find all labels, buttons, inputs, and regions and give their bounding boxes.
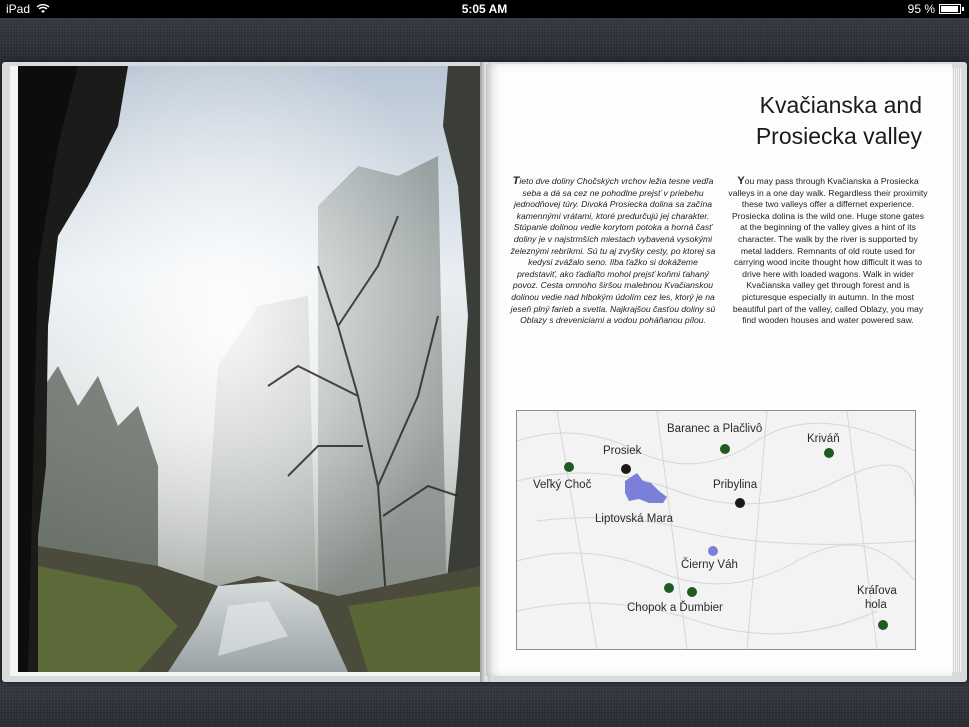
map-label-velky-choc: Veľký Choč	[533, 479, 592, 491]
peak-marker-baranec	[720, 444, 730, 454]
title-line-2: Prosiecka valley	[755, 123, 922, 149]
battery-fill	[941, 6, 958, 12]
valley-photo	[18, 66, 482, 672]
region-map[interactable]	[516, 410, 916, 650]
title-line-1: Kvačianska and	[759, 92, 922, 118]
page-stack-edge	[952, 68, 961, 672]
map-label-liptovska-mara: Liptovská Mara	[595, 513, 673, 525]
article-title	[622, 90, 922, 152]
lake-liptovska-mara	[625, 473, 667, 503]
right-page[interactable]	[486, 64, 952, 676]
water-marker-cierny-vah	[708, 546, 718, 556]
peak-marker-chopok-1	[664, 583, 674, 593]
status-bar	[0, 0, 969, 18]
map-label-kralova-hola-1: Kráľova	[857, 585, 897, 597]
english-text-column	[728, 176, 928, 327]
battery-percent: 95 %	[907, 2, 935, 16]
peak-marker-kralova-hola	[878, 620, 888, 630]
map-label-chopok: Chopok a Ďumbier	[627, 602, 723, 614]
battery-icon	[939, 4, 961, 14]
book[interactable]	[2, 62, 967, 682]
status-time: 5:05 AM	[461, 2, 508, 16]
town-marker-prosiek	[621, 464, 631, 474]
map-label-cierny-vah: Čierny Váh	[681, 559, 738, 571]
linen-bottom-bar	[0, 682, 969, 727]
peak-marker-chopok-2	[687, 587, 697, 597]
dropcap: T	[512, 175, 520, 187]
dropcap: Y	[737, 175, 745, 187]
map-label-kralova-hola-2: hola	[865, 599, 887, 611]
map-label-prosiek: Prosiek	[603, 445, 642, 457]
town-marker-pribylina	[735, 498, 745, 508]
map-label-krivan: Kriváň	[807, 433, 840, 445]
map-label-pribylina: Pribylina	[713, 479, 758, 491]
peak-marker-krivan	[824, 448, 834, 458]
paragraph-text: ieto dve doliny Chočských vrchov ležia tesne vedľa seba a dá sa cez ne pohodlne prejsť v priebehu jednodňovej túry. Divoká Prosiecka dolina sa začína kamennými vrátami, ktoré predurčujú jej charakter. Stúpanie dolinou vedie korytom potoka a horná časť doliny je v najstrmších miestach vybavená vysokými železnými rebríkmi. Sú tu aj zvyšky cesty, po ktorej sa kedysi zvážalo seno. Ilba ťažko si dokážeme predstaviť, ako ťadiaľto mohol prejsť koňmi ťahaný povoz. Cesta omnoho širšou malebnou Kvačianskou dolinou vedie nad hlbokým údolím cez les, ktorý je na jeseň plný farieb a svetla. Najkrajšou časťou doliny sú Oblazy s dreveniciami a vodou poháňanou pílou.	[510, 176, 716, 326]
linen-top-bar	[0, 18, 969, 62]
peak-marker-velky-choc	[564, 462, 574, 472]
slovak-text-column	[508, 176, 718, 327]
device-name: iPad	[6, 2, 31, 16]
map-label-baranec: Baranec a Plačlivô	[667, 423, 763, 435]
paragraph-text: ou may pass through Kvačianska a Prosiecka valleys in a one day walk. Regardless their proximity these two valleys offer a differnet experience. Prosiecka dolina is the wild one. Huge stone gates at the beginning of the valley gives a hint of its character. The walk by the river is supported by metal ladders. Remnants of old route used for carrying wood incite thought how difficult it was to drive here with loaded wagons. Walk in wider Kvačianska valley get through forest and is picturesque especially in autumn. In the most beautiful part of the valley, called Oblazy, you may find wooden houses and water powered saw.	[728, 176, 928, 326]
